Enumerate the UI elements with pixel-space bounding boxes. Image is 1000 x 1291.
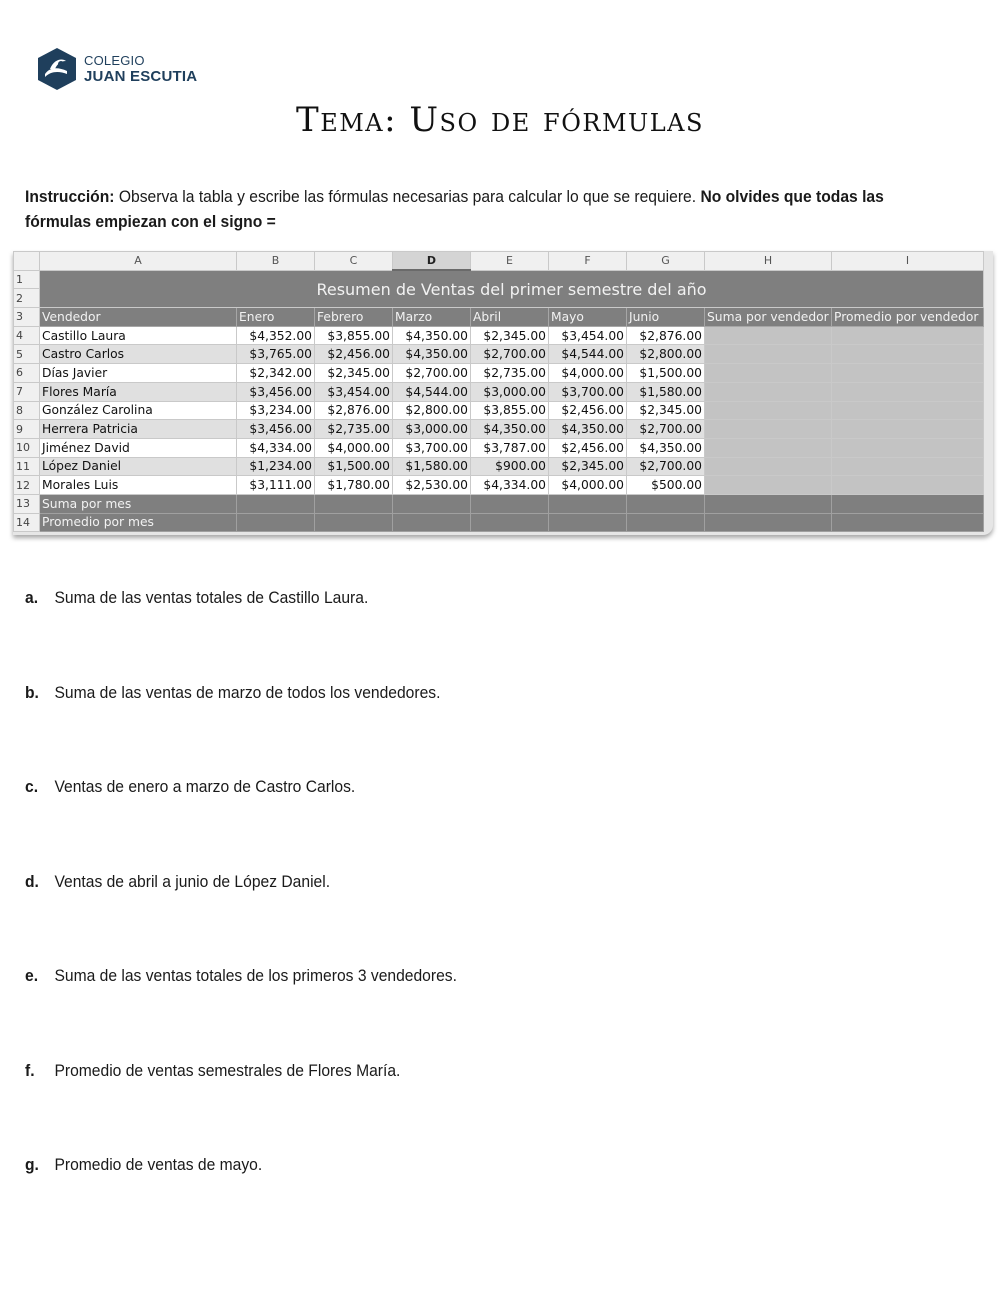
footer-label: Promedio por mes [40,513,237,532]
column-label: Febrero [315,308,393,327]
sales-value: $4,352.00 [237,326,315,345]
sales-value: $1,234.00 [237,457,315,476]
column-label: Mayo [549,308,627,327]
column-header: C [315,252,393,271]
sales-value: $1,780.00 [315,476,393,495]
question-letter: e. [25,966,39,985]
row-number: 13 [14,494,40,513]
sales-value: $2,800.00 [627,345,705,364]
empty-sum-cell [705,382,832,401]
vendor-name: Flores María [40,382,237,401]
footer-empty-cell [627,494,705,513]
footer-empty-cell [315,494,393,513]
empty-sum-cell [705,438,832,457]
sales-value: $4,000.00 [549,476,627,495]
question-item [25,588,368,608]
sales-value: $3,000.00 [471,382,549,401]
footer-empty-cell [471,494,549,513]
corner-cell [14,252,40,271]
vendor-name: Castro Carlos [40,345,237,364]
instruction-emphasis: No olvides que todas las fórmulas empiezan con el signo = [25,187,884,231]
question-item [25,966,457,986]
question-text: Promedio de ventas semestrales de Flores María. [54,1061,401,1080]
sales-value: $2,700.00 [393,364,471,383]
instruction-text: Observa la tabla y escribe las fórmulas necesarias para calcular lo que se requiere. [114,187,701,206]
sales-value: $4,350.00 [471,420,549,439]
footer-empty-cell [471,513,549,532]
vendor-name: Herrera Patricia [40,420,237,439]
vendor-name: Jiménez David [40,438,237,457]
sales-value: $3,787.00 [471,438,549,457]
sales-value: $3,234.00 [237,401,315,420]
sales-value: $4,350.00 [549,420,627,439]
school-emblem-icon [36,47,78,91]
footer-empty-cell [549,513,627,532]
sales-value: $500.00 [627,476,705,495]
column-header: G [627,252,705,271]
sales-value: $3,765.00 [237,345,315,364]
sales-value: $3,700.00 [393,438,471,457]
vendor-name: López Daniel [40,457,237,476]
question-text: Suma de las ventas totales de Castillo Laura. [54,588,369,607]
sales-value: $2,345.00 [627,401,705,420]
sales-value: $3,700.00 [549,382,627,401]
row-number: 14 [14,513,40,532]
footer-empty-cell [832,513,984,532]
question-letter: c. [25,777,39,796]
sales-value: $2,342.00 [237,364,315,383]
footer-row [14,494,984,513]
footer-empty-cell [832,494,984,513]
empty-average-cell [832,438,984,457]
empty-average-cell [832,345,984,364]
sales-value: $3,456.00 [237,382,315,401]
column-header: H [705,252,832,271]
table-row [14,401,984,420]
logo-text-colegio: COLEGIO [84,53,145,68]
question-text: Suma de las ventas de marzo de todos los vendedores. [54,683,441,702]
table-row [14,345,984,364]
school-logo [36,47,197,91]
sales-value: $1,500.00 [315,457,393,476]
footer-empty-cell [393,494,471,513]
column-label: Vendedor [40,308,237,327]
page-title: Tema: Uso de fórmulas [296,100,704,140]
column-label: Abril [471,308,549,327]
sales-value: $4,000.00 [549,364,627,383]
column-label: Enero [237,308,315,327]
footer-empty-cell [237,494,315,513]
sales-value: $2,456.00 [315,345,393,364]
table-row [14,382,984,401]
footer-empty-cell [705,494,832,513]
sales-value: $2,345.00 [315,364,393,383]
table-row [14,476,984,495]
question-item [25,1155,262,1175]
column-header: I [832,252,984,271]
sales-value: $4,334.00 [471,476,549,495]
question-letter: a. [25,588,39,607]
question-letter: d. [25,872,39,891]
row-number: 3 [14,308,40,327]
sales-value: $4,544.00 [549,345,627,364]
sales-table [13,251,984,532]
empty-average-cell [832,401,984,420]
column-header: A [40,252,237,271]
vendor-name: González Carolina [40,401,237,420]
spreadsheet-image [13,251,993,535]
sales-value: $2,800.00 [393,401,471,420]
title-row [14,270,984,289]
empty-average-cell [832,364,984,383]
sales-value: $3,454.00 [549,326,627,345]
row-number: 1 [14,270,40,289]
question-item [25,872,330,892]
question-item [25,683,440,703]
sales-value: $2,456.00 [549,438,627,457]
sales-value: $3,454.00 [315,382,393,401]
sales-value: $900.00 [471,457,549,476]
vendor-name: Días Javier [40,364,237,383]
row-number: 4 [14,326,40,345]
column-label: Junio [627,308,705,327]
table-row [14,457,984,476]
footer-empty-cell [627,513,705,532]
sales-value: $3,456.00 [237,420,315,439]
column-label: Promedio por vendedor [832,308,984,327]
sales-value: $2,735.00 [471,364,549,383]
sales-value: $2,700.00 [471,345,549,364]
sales-value: $4,544.00 [393,382,471,401]
question-text: Ventas de abril a junio de López Daniel. [54,872,331,891]
sales-value: $1,500.00 [627,364,705,383]
row-number: 2 [14,289,40,308]
column-header: D [393,252,471,271]
question-letter: b. [25,683,39,702]
footer-label: Suma por mes [40,494,237,513]
sales-value: $3,111.00 [237,476,315,495]
footer-row [14,513,984,532]
column-header: B [237,252,315,271]
row-number: 6 [14,364,40,383]
table-row [14,438,984,457]
question-text: Suma de las ventas totales de los primeros 3 vendedores. [54,966,457,985]
sheet-title: Resumen de Ventas del primer semestre del año [40,270,984,307]
empty-sum-cell [705,345,832,364]
instruction-label: Instrucción: [25,187,115,206]
empty-average-cell [832,476,984,495]
sales-value: $3,000.00 [393,420,471,439]
sales-value: $3,855.00 [315,326,393,345]
sales-value: $2,345.00 [549,457,627,476]
question-text: Ventas de enero a marzo de Castro Carlos. [54,777,356,796]
column-header: E [471,252,549,271]
sales-value: $2,700.00 [627,420,705,439]
sales-value: $2,530.00 [393,476,471,495]
sales-value: $4,350.00 [393,345,471,364]
empty-sum-cell [705,364,832,383]
question-letter: f. [25,1061,35,1080]
row-number: 7 [14,382,40,401]
vendor-name: Morales Luis [40,476,237,495]
sales-value: $3,855.00 [471,401,549,420]
row-number: 12 [14,476,40,495]
question-item [25,777,355,797]
instruction-paragraph [25,184,890,234]
empty-sum-cell [705,457,832,476]
sales-value: $2,876.00 [627,326,705,345]
empty-sum-cell [705,476,832,495]
header-row [14,308,984,327]
table-row [14,326,984,345]
row-number: 5 [14,345,40,364]
row-number: 8 [14,401,40,420]
sales-value: $2,876.00 [315,401,393,420]
vendor-name: Castillo Laura [40,326,237,345]
sales-value: $2,700.00 [627,457,705,476]
column-header: F [549,252,627,271]
footer-empty-cell [549,494,627,513]
row-number: 9 [14,420,40,439]
question-text: Promedio de ventas de mayo. [54,1155,263,1174]
row-number: 11 [14,457,40,476]
empty-sum-cell [705,326,832,345]
footer-empty-cell [705,513,832,532]
empty-sum-cell [705,420,832,439]
column-label: Suma por vendedor [705,308,832,327]
sales-value: $1,580.00 [393,457,471,476]
sales-value: $4,334.00 [237,438,315,457]
sales-value: $1,580.00 [627,382,705,401]
column-header-row [14,252,984,271]
empty-average-cell [832,420,984,439]
empty-average-cell [832,382,984,401]
footer-empty-cell [315,513,393,532]
sales-value: $4,000.00 [315,438,393,457]
footer-empty-cell [393,513,471,532]
sales-value: $2,345.00 [471,326,549,345]
column-label: Marzo [393,308,471,327]
logo-text-school-name: JUAN ESCUTIA [84,68,198,85]
question-letter: g. [25,1155,39,1174]
empty-average-cell [832,326,984,345]
table-row [14,364,984,383]
row-number: 10 [14,438,40,457]
empty-average-cell [832,457,984,476]
footer-empty-cell [237,513,315,532]
table-row [14,420,984,439]
question-item [25,1061,400,1081]
sales-value: $4,350.00 [627,438,705,457]
sales-value: $2,735.00 [315,420,393,439]
empty-sum-cell [705,401,832,420]
sales-value: $4,350.00 [393,326,471,345]
sales-value: $2,456.00 [549,401,627,420]
